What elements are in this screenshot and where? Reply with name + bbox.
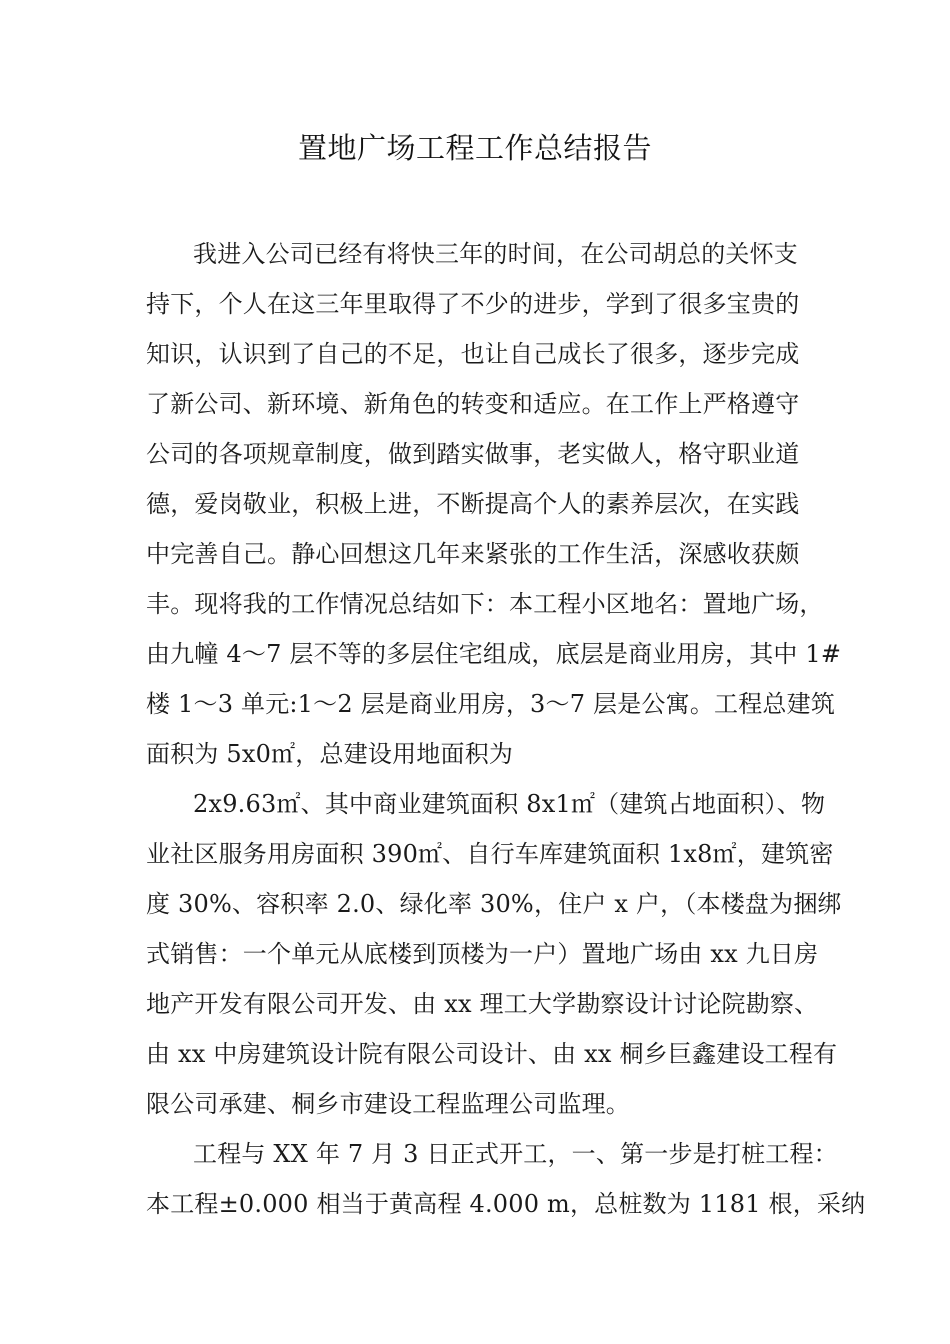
paragraph-line: 公司的各项规章制度，做到踏实做事，老实做人，格守职业道	[146, 440, 800, 468]
document-body	[146, 229, 866, 1229]
paragraph-line: 业社区服务用房面积 390㎡、自行车库建筑面积 1x8㎡，建筑密	[146, 840, 834, 868]
paragraph-line: 面积为 5x0㎡，总建设用地面积为	[146, 740, 514, 768]
paragraph-line: 由 xx 中房建筑设计院有限公司设计、由 xx 桐乡巨鑫建设工程有	[146, 1040, 838, 1068]
paragraph-line: 丰。现将我的工作情况总结如下：本工程小区地名：置地广场，	[146, 590, 824, 618]
paragraph-line: 本工程±0.000 相当于黄高程 4.000 m，总桩数为 1181 根，采纳	[146, 1190, 866, 1218]
paragraph-line: 2x9.63㎡、其中商业建筑面积 8x1㎡（建筑占地面积）、物	[193, 790, 826, 818]
paragraph-line: 度 30%、容积率 2.0、绿化率 30%，住户 x 户，（本楼盘为捆绑	[146, 890, 842, 918]
paragraph-line: 由九幢 4～7 层不等的多层住宅组成，底层是商业用房，其中 1#	[146, 640, 842, 668]
paragraph-line: 中完善自己。静心回想这几年来紧张的工作生活，深感收获颇	[146, 540, 800, 568]
document-title: 置地广场工程工作总结报告	[297, 131, 652, 165]
paragraph-line: 德，爱岗敬业，积极上进，不断提高个人的素养层次，在实践	[146, 490, 800, 518]
paragraph-line: 限公司承建、桐乡市建设工程监理公司监理。	[146, 1090, 630, 1118]
paragraph-line: 持下，个人在这三年里取得了不少的进步，学到了很多宝贵的	[146, 290, 800, 318]
paragraph-line: 工程与 XX 年 7 月 3 日正式开工，一、第一步是打桩工程：	[193, 1140, 838, 1168]
paragraph-line: 地产开发有限公司开发、由 xx 理工大学勘察设计讨论院勘察、	[146, 990, 819, 1018]
paragraph-line: 式销售：一个单元从底楼到顶楼为一户）置地广场由 xx 九日房	[146, 940, 819, 968]
paragraph-line: 我进入公司已经有将快三年的时间，在公司胡总的关怀支	[193, 240, 798, 268]
paragraph-line: 知识，认识到了自己的不足，也让自己成长了很多，逐步完成	[146, 340, 800, 368]
paragraph-line: 楼 1～3 单元:1～2 层是商业用房，3～7 层是公寓。工程总建筑	[146, 690, 836, 718]
paragraph-line: 了新公司、新环境、新角色的转变和适应。在工作上严格遵守	[146, 390, 800, 418]
